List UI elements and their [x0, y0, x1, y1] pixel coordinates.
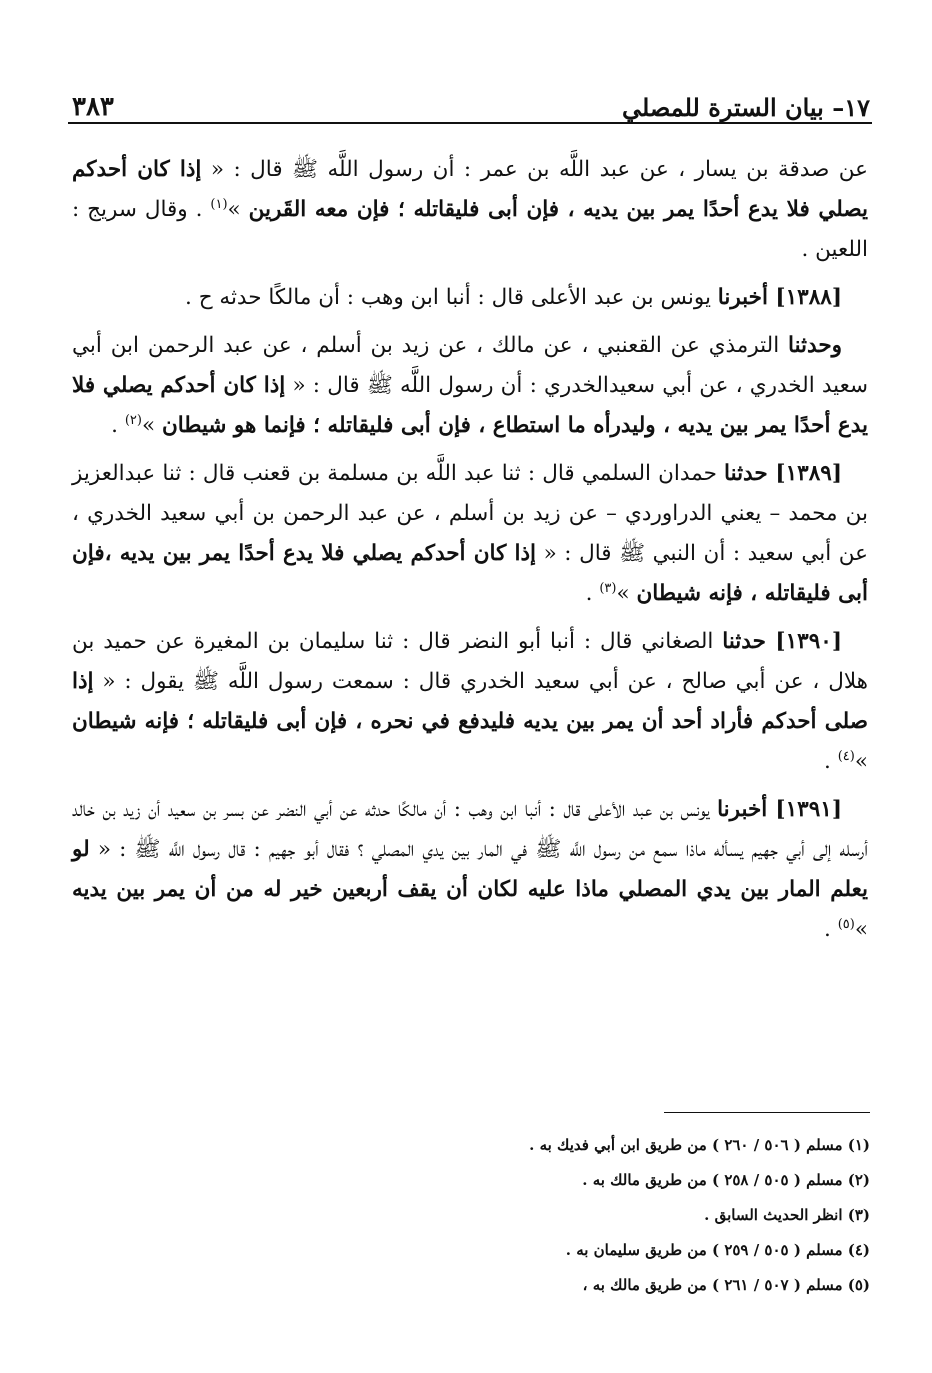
footnote-rule: [664, 1112, 870, 1113]
text-run: »: [854, 749, 868, 774]
text-paragraph: [72, 326, 868, 446]
footnote: (١) مسلم ( ٥٠٦ / ٢٦٠ ) من طريق ابن أبي فديك به .: [529, 1136, 870, 1154]
page-number: ٣٨٣: [72, 92, 114, 122]
bold-text: [١٣٨٨]: [767, 285, 842, 310]
bold-text: إذا صلى أحدكم فأراد أحد أن يمر بين يديه فليدفع في نحره ، فإن أبى فليقاتله ؛ فإنه شيطان: [72, 669, 868, 734]
bold-text: إذا كان أحدكم يصلي فلا يدع أحدًا يمر بين يديه ، فإن أبى فليقاتله ؛ فإن معه القَرين: [72, 157, 868, 222]
text-paragraph: [72, 278, 868, 318]
bold-text: حدثنا: [724, 461, 768, 486]
text-run: الصغاني قال : أنبا أبو النضر قال : ثنا سليمان بن المغيرة عن حميد بن هلال ، عن أبي صالح ، عن أبي سعيد الخدري قال : سمعت رسول اللَّه ﷺ يقول : «: [72, 629, 868, 694]
footnote: (٥) مسلم ( ٥٠٧ / ٢٦١ ) من طريق مالك به ،: [582, 1276, 870, 1294]
text-run: .: [824, 749, 838, 774]
bold-text: [١٣٨٩]: [767, 461, 842, 486]
text-run: .: [824, 917, 838, 942]
bold-text: [١٣٩١]: [767, 797, 842, 822]
text-run: . وقال سريج : اللعين .: [72, 197, 868, 262]
text-run: حمدان السلمي قال : ثنا عبد اللَّه بن مسلمة بن قعنب قال : ثنا عبدالعزيز بن محمد – يعني الدراوردي – عن زيد بن أسلم ، عن عبد الرحمن بن أبي سعيد الخدري ، عن أبي سعيد : أن النبي ﷺ قال : «: [72, 461, 868, 566]
page-header: [72, 78, 870, 122]
bold-text: إذا كان أحدكم يصلي فلا يدع أحدًا يمر بين يديه ،فإن أبى فليقاتله ، فإنه شيطان: [72, 541, 868, 606]
text-paragraph: [72, 150, 868, 270]
text-run: يونس بن عبد الأعلى قال : أنبا ابن وهب : أن مالكًا حدثه ح .: [185, 285, 718, 310]
footnote-ref: (٢): [124, 412, 142, 428]
text-run: »: [227, 197, 249, 222]
text-run: عن صدقة بن يسار ، عن عبد اللَّه بن عمر : أن رسول اللَّه ﷺ قال : «: [201, 157, 868, 182]
footnote-ref: (١): [210, 196, 228, 212]
footnote: (٤) مسلم ( ٥٠٥ / ٢٥٩ ) من طريق سليمان به .: [565, 1241, 870, 1259]
text-paragraph: [72, 622, 868, 782]
chapter-title: ١٧– بيان السترة للمصلي: [621, 93, 870, 122]
text-run: »: [854, 917, 868, 942]
text-paragraph: [72, 790, 868, 950]
text-paragraph: [72, 454, 868, 614]
text-run: .: [585, 581, 600, 606]
footnote: (٣) انظر الحديث السابق .: [704, 1206, 870, 1224]
footnote-ref: (٤): [837, 748, 855, 764]
text-run: »: [141, 413, 162, 438]
bold-text: لو يعلم المار بين يدي المصلي ماذا عليه لكان أن يقف أربعين خير له من أن يمر بين يديه: [72, 837, 868, 902]
footnotes: [300, 1128, 870, 1303]
text-run: الترمذي عن القعنبي ، عن مالك ، عن زيد بن أسلم ، عن عبد الرحمن ابن أبي سعيد الخدري ، عن أبي سعيدالخدري : أن رسول اللَّه ﷺ قال : «: [72, 333, 868, 398]
footnote-ref: (٣): [599, 580, 617, 596]
main-text: [72, 150, 868, 950]
bold-text: أخبرنا: [717, 285, 768, 310]
header-rule: [68, 122, 872, 124]
footnote: (٢) مسلم ( ٥٠٥ / ٢٥٨ ) من طريق مالك به .: [582, 1171, 870, 1189]
text-run: .: [111, 413, 125, 438]
text-run: »: [616, 581, 637, 606]
text-run: يونس بن عبد الأعلى قال : أنبا ابن وهب : أن مالكًا حدثه عن أبي النضر عن بسر بن سعيد أن زيد بن خالد أرسله إلى أبي جهيم يسأله ماذا سمع من رسول اللَّه ﷺ في المار بين يدي المصلي ؟ فقال أبو جهيم : قال رسول اللَّه ﷺ : «: [72, 797, 868, 862]
bold-text: وحدثنا: [788, 333, 842, 358]
bold-text: إذا كان أحدكم يصلي فلا يدع أحدًا يمر بين يديه ، وليدرأه ما استطاع ، فإن أبى فليقاتله ؛ فإنما هو شيطان: [72, 373, 868, 438]
bold-text: حدثنا: [722, 629, 766, 654]
footnote-ref: (٥): [837, 916, 855, 932]
bold-text: أخبرنا: [717, 797, 768, 822]
bold-text: [١٣٩٠]: [765, 629, 842, 654]
